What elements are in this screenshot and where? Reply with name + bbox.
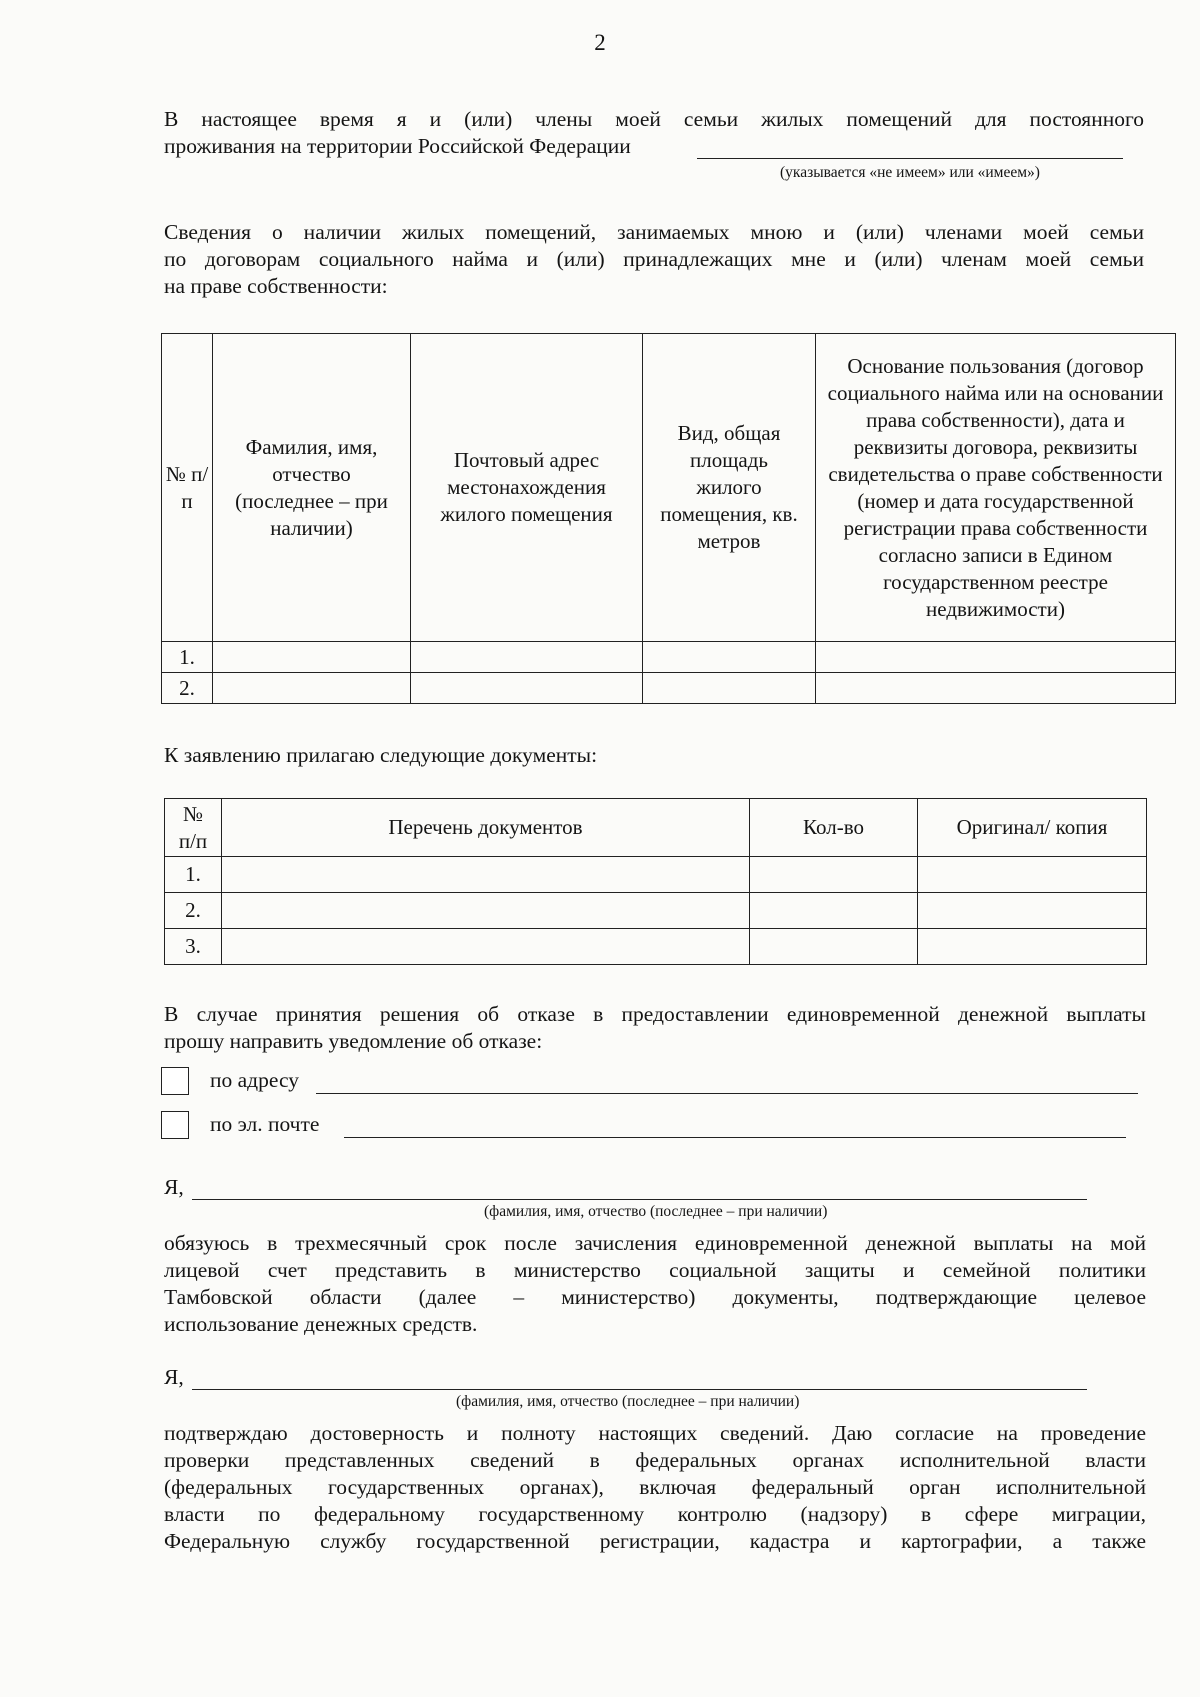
housing-header-address: Почтовый адрес местонахождения жилого помещения <box>411 334 643 642</box>
documents-cell-name[interactable] <box>222 893 750 929</box>
table-row <box>165 857 1147 893</box>
table-row <box>162 642 1176 673</box>
pledge-line-2: лицевой счет представить в министерство социальной защиты и семейной политики <box>164 1258 1146 1282</box>
housing-cell-basis[interactable] <box>816 642 1176 673</box>
documents-cell-count[interactable] <box>750 857 918 893</box>
confirm-line-3: (федеральных государственных органах), включая федеральный орган исполнительной <box>164 1475 1146 1499</box>
email-option-label: по эл. почте <box>210 1112 320 1136</box>
housing-info-line-1: Сведения о наличии жилых помещений, занимаемых мною и (или) членами моей семьи <box>164 220 1144 244</box>
housing-row-number: 2. <box>162 673 213 704</box>
refusal-line-1: В случае принятия решения об отказе в предоставлении единовременной денежной выплаты <box>164 1002 1146 1026</box>
housing-info-line-3: на праве собственности: <box>164 274 388 298</box>
housing-cell-area[interactable] <box>643 673 816 704</box>
address-checkbox[interactable] <box>161 1067 189 1095</box>
pledge-line-3: Тамбовской области (далее – министерство) документы, подтверждающие целевое <box>164 1285 1146 1309</box>
housing-cell-address[interactable] <box>411 642 643 673</box>
housing-cell-address[interactable] <box>411 673 643 704</box>
confirm-name-line[interactable] <box>192 1389 1087 1390</box>
documents-cell-count[interactable] <box>750 929 918 965</box>
pledge-prefix: Я, <box>164 1175 184 1199</box>
pledge-line-1: обязуюсь в трехмесячный срок после зачисления единовременной денежной выплаты на мой <box>164 1231 1146 1255</box>
housing-header-area: Вид, общая площадь жилого помещения, кв. метров <box>643 334 816 642</box>
documents-header-original: Оригинал/ копия <box>918 799 1147 857</box>
documents-table <box>164 798 1147 965</box>
documents-cell-original[interactable] <box>918 857 1147 893</box>
confirm-line-5: Федеральную службу государственной регистрации, кадастра и картографии, а также <box>164 1529 1146 1553</box>
housing-answer-hint: (указывается «не имеем» или «имеем») <box>780 164 1040 181</box>
documents-cell-original[interactable] <box>918 893 1147 929</box>
documents-cell-original[interactable] <box>918 929 1147 965</box>
confirm-line-4: власти по федеральному государственному контролю (надзору) в сфере миграции, <box>164 1502 1146 1526</box>
pledge-name-hint: (фамилия, имя, отчество (последнее – при наличии) <box>484 1203 828 1220</box>
housing-cell-name[interactable] <box>213 673 411 704</box>
confirm-name-hint: (фамилия, имя, отчество (последнее – при наличии) <box>456 1393 800 1410</box>
documents-cell-name[interactable] <box>222 857 750 893</box>
housing-header-basis: Основание пользования (договор социального найма или на основании права собственности), дата и реквизиты договора, реквизиты свидетельства о праве собственности (номер и дата государственной регистрации права собственности согласно записи в Едином государственном реестре недвижимости) <box>816 334 1176 642</box>
documents-intro: К заявлению прилагаю следующие документы: <box>164 743 598 767</box>
housing-statement-line-1: В настоящее время я и (или) члены моей семьи жилых помещений для постоянного <box>164 107 1144 131</box>
confirm-line-1: подтверждаю достоверность и полноту настоящих сведений. Даю согласие на проведение <box>164 1421 1146 1445</box>
housing-row-number: 1. <box>162 642 213 673</box>
documents-header-number: № п/п <box>165 799 222 857</box>
housing-header-number: № п/п <box>162 334 213 642</box>
documents-cell-name[interactable] <box>222 929 750 965</box>
housing-answer-line[interactable] <box>697 158 1123 159</box>
housing-info-line-2: по договорам социального найма и (или) принадлежащих мне и (или) членам моей семьи <box>164 247 1144 271</box>
housing-table-header-row <box>162 334 1176 642</box>
address-field-line[interactable] <box>316 1093 1138 1094</box>
documents-row-number: 2. <box>165 893 222 929</box>
confirm-line-2: проверки представленных сведений в федеральных органах исполнительной власти <box>164 1448 1146 1472</box>
documents-header-count: Кол-во <box>750 799 918 857</box>
housing-statement-line-2: проживания на территории Российской Федерации <box>164 134 631 158</box>
confirm-prefix: Я, <box>164 1365 184 1389</box>
pledge-name-line[interactable] <box>192 1199 1087 1200</box>
page-number: 2 <box>594 30 606 55</box>
documents-header-list: Перечень документов <box>222 799 750 857</box>
email-field-line[interactable] <box>344 1137 1126 1138</box>
table-row <box>165 893 1147 929</box>
refusal-line-2: прошу направить уведомление об отказе: <box>164 1029 543 1053</box>
documents-row-number: 3. <box>165 929 222 965</box>
table-row <box>165 929 1147 965</box>
housing-header-name: Фамилия, имя, отчество (последнее – при наличии) <box>213 334 411 642</box>
table-row <box>162 673 1176 704</box>
documents-cell-count[interactable] <box>750 893 918 929</box>
housing-cell-area[interactable] <box>643 642 816 673</box>
documents-table-header-row <box>165 799 1147 857</box>
documents-row-number: 1. <box>165 857 222 893</box>
pledge-line-4: использование денежных средств. <box>164 1312 478 1336</box>
email-checkbox[interactable] <box>161 1111 189 1139</box>
address-option-label: по адресу <box>210 1068 299 1092</box>
housing-table <box>161 333 1176 704</box>
housing-cell-basis[interactable] <box>816 673 1176 704</box>
housing-cell-name[interactable] <box>213 642 411 673</box>
